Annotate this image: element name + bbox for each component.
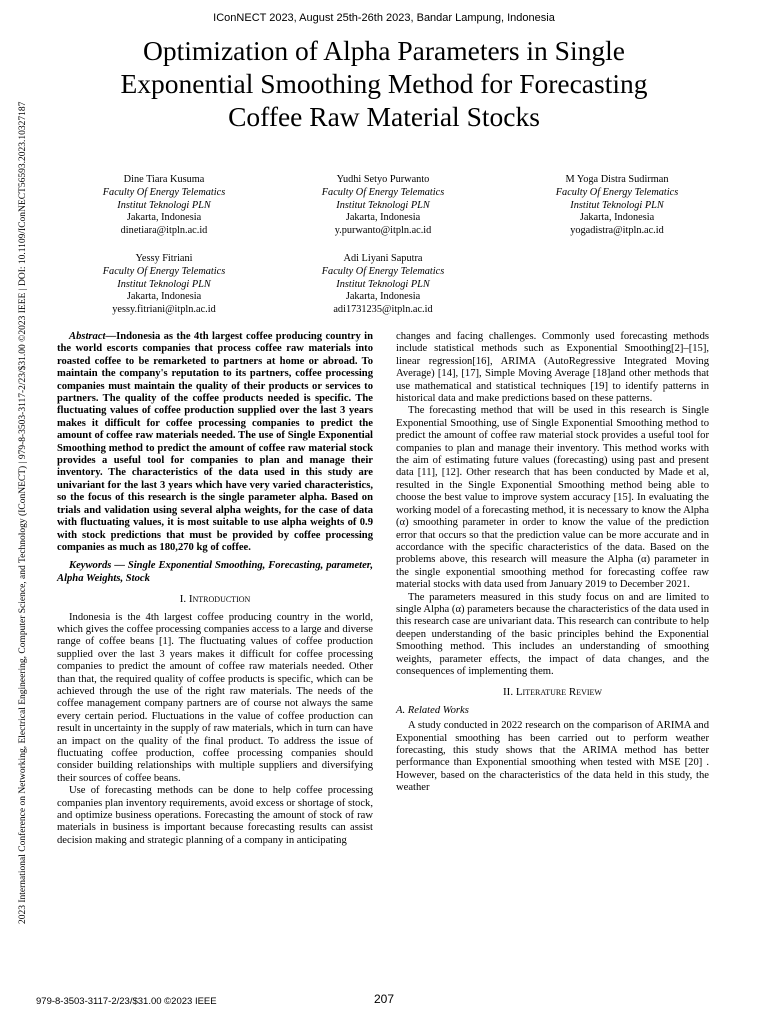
section-heading-introduction: I. Introduction: [179, 593, 251, 606]
author-affiliation: Faculty Of Energy Telematics: [102, 265, 226, 277]
author-email[interactable]: yogadistra@itpln.ac.id: [570, 225, 664, 237]
subsection-heading-related-works: A. Related Works: [396, 704, 469, 716]
paragraph: Indonesia is the 4th largest coffee producing country in the world, which gives the coffee processing companies access to a large and diverse range of coffee beans [1]. The fluctuating values of coffee production supplied over the last 3 years makes it difficult for coffee processing companies to predict the amount of coffee raw materials needed. Other than that, the required quality of coffee products is specific, which can be achieved through the use of the right raw materials. The needs of the coffee management company partners are of course not always the same every certain period. Fluctuations in the value of coffee production can result in uncertainty in the supply of raw materials, which in turn can have an impact on the quality of the final product. To address the issue of fluctuating coffee production, coffee processing companies should consider building relationships with multiple suppliers and diversifying their sources of coffee beans.: [57, 611, 373, 784]
author-name: Yessy Fitriani: [135, 253, 193, 264]
author-block: [69, 174, 259, 238]
conference-header: IConNECT 2023, August 25th-26th 2023, Bandar Lampung, Indonesia: [213, 12, 555, 24]
abstract-text: —Indonesia as the 4th largest coffee producing country in the world escorts companies that process coffee raw materials into roasted coffee to be remarketed to partners at home or abroad. To maintain the company's reputation to its partners, coffee processing companies must maintain the quality of their products or services to partners. The quality of the coffee products needed is specific. The fluctuating values of coffee production supplied over the last 3 years makes it difficult for coffee processing companies to predict the amount of coffee raw materials needed. The use of Single Exponential Smoothing method to predict the amount of coffee raw material stock provides a useful tool for companies to plan and manage their inventory. The characteristics of the data used in this study are univariant for the last 3 years which have very varied characteristics, so the focus of this research is the single parameter alpha. Based on trials and validation using several alpha weights, for the case of data with fluctuating values, it is most suitable to use alpha weights of 0.9 with stock predictions that must be provided by coffee processing companies as much as 180,270 kg of coffee.: [57, 331, 373, 553]
paragraph: changes and facing challenges. Commonly used forecasting methods include statistical methods such as Exponential Smoothing[2]–[15], linear regression[16], ARIMA (AutoRegressive Integrated Moving Average) [14], [17], Simple Moving Average [18]and other methods that use mathematical and statistical techniques [19] to identify patterns in historical data and make predictions based on these patterns.: [396, 331, 709, 405]
title-line: Optimization of Alpha Parameters in Single: [143, 35, 625, 66]
author-email[interactable]: dinetiara@itpln.ac.id: [120, 225, 208, 237]
author-location: Jakarta, Indonesia: [345, 212, 421, 224]
author-location: Jakarta, Indonesia: [579, 212, 655, 224]
page-number: 207: [373, 992, 395, 1006]
author-institute: Institut Teknologi PLN: [336, 199, 430, 211]
keywords: [57, 560, 373, 585]
author-name: Adi Liyani Saputra: [343, 253, 423, 264]
author-location: Jakarta, Indonesia: [345, 291, 421, 303]
copyright-footer: 979-8-3503-3117-2/23/$31.00 ©2023 IEEE: [36, 996, 217, 1007]
author-affiliation: Faculty Of Energy Telematics: [321, 265, 445, 277]
author-name: Yudhi Setyo Purwanto: [336, 174, 430, 185]
paper-title: [60, 34, 708, 133]
paragraph: The forecasting method that will be used in this research is Single Exponential Smoothing, use of Single Exponential Smoothing method to predict the amount of coffee raw material stock provides a useful tool for companies to plan and manage their inventory. This method works with the aim of estimating future values (forecasting) using past and present data [11], [12]. Other research that has been conducted by Made et al, resulted in the Single Exponential Smoothing method being able to choose the best value to improve system accuracy [15]. In evaluating the working model of a forecasting method, it is necessary to know the Alpha (α) smoothing parameter in order to know the value of the prediction error that occurs so that the prediction value can be more accurate and in accordance with the specific characteristics of the data. Based on the problems above, this research will measure the Alpha (α) parameter in the single exponential smoothing method for forecasting coffee raw material stocks with data used from January 2019 to December 2021.: [396, 405, 709, 591]
abstract: [57, 331, 373, 554]
author-email[interactable]: adi1731235@itpln.ac.id: [333, 304, 433, 316]
paragraph: A study conducted in 2022 research on the comparison of ARIMA and Exponential smoothing has been carried out to perform weather forecasting, this study shows that the ARIMA method has better performance than Exponential smoothing when tested with MSE [20] . However, based on the characteristics of the data held in this study, the weather: [396, 720, 709, 794]
paragraph: Use of forecasting methods can be done to help coffee processing companies plan inventory requirements, avoid excess or shortage of stock, and optimize business operations. Forecasting the amount of stock of raw materials in business is important because forecasting results can assist decision making and strategic planning of a company in anticipating: [57, 785, 373, 846]
author-name: M Yoga Distra Sudirman: [565, 174, 669, 185]
abstract-label: Abstract: [69, 331, 106, 342]
right-column: [396, 331, 709, 795]
left-column: [57, 331, 373, 847]
author-block: [69, 253, 259, 317]
paragraph: The parameters measured in this study focus on and are limited to single Alpha (α) parameters because the characteristics of the data used in this research case are univariant data. This research can contribute to help deepen understanding of the basic principles behind the Exponential Smoothing method. This includes an understanding of smoothing weights, parameter effects, the impact of data changes, and the consequences of implementing them.: [396, 591, 709, 677]
keywords-label: Keywords —: [69, 560, 128, 572]
author-institute: Institut Teknologi PLN: [117, 199, 211, 211]
author-block: [522, 174, 712, 238]
author-email[interactable]: y.purwanto@itpln.ac.id: [334, 225, 432, 237]
author-block: [288, 253, 478, 317]
author-institute: Institut Teknologi PLN: [570, 199, 664, 211]
title-line: Coffee Raw Material Stocks: [228, 101, 540, 132]
title-line: Exponential Smoothing Method for Forecasting: [120, 68, 648, 99]
author-block: [288, 174, 478, 238]
author-affiliation: Faculty Of Energy Telematics: [321, 186, 445, 198]
author-location: Jakarta, Indonesia: [126, 291, 202, 303]
doi-sidebar: 2023 International Conference on Networking, Electrical Engineering, Computer Science, and Technology (IConNECT) | 979-8-3503-3117-2/23/$31.00 ©2023 IEEE | DOI: 10.1109/IConNECT56593.2023.10327187: [18, 101, 28, 924]
author-email[interactable]: yessy.fitriani@itpln.ac.id: [112, 304, 216, 316]
author-institute: Institut Teknologi PLN: [117, 278, 211, 290]
author-institute: Institut Teknologi PLN: [336, 278, 430, 290]
author-location: Jakarta, Indonesia: [126, 212, 202, 224]
author-affiliation: Faculty Of Energy Telematics: [102, 186, 226, 198]
section-heading-literature-review: II. Literature Review: [503, 686, 602, 699]
author-affiliation: Faculty Of Energy Telematics: [555, 186, 679, 198]
keywords-text: Single Exponential Smoothing, Forecasting, parameter, Alpha Weights, Stock: [57, 560, 373, 584]
author-name: Dine Tiara Kusuma: [123, 174, 205, 185]
